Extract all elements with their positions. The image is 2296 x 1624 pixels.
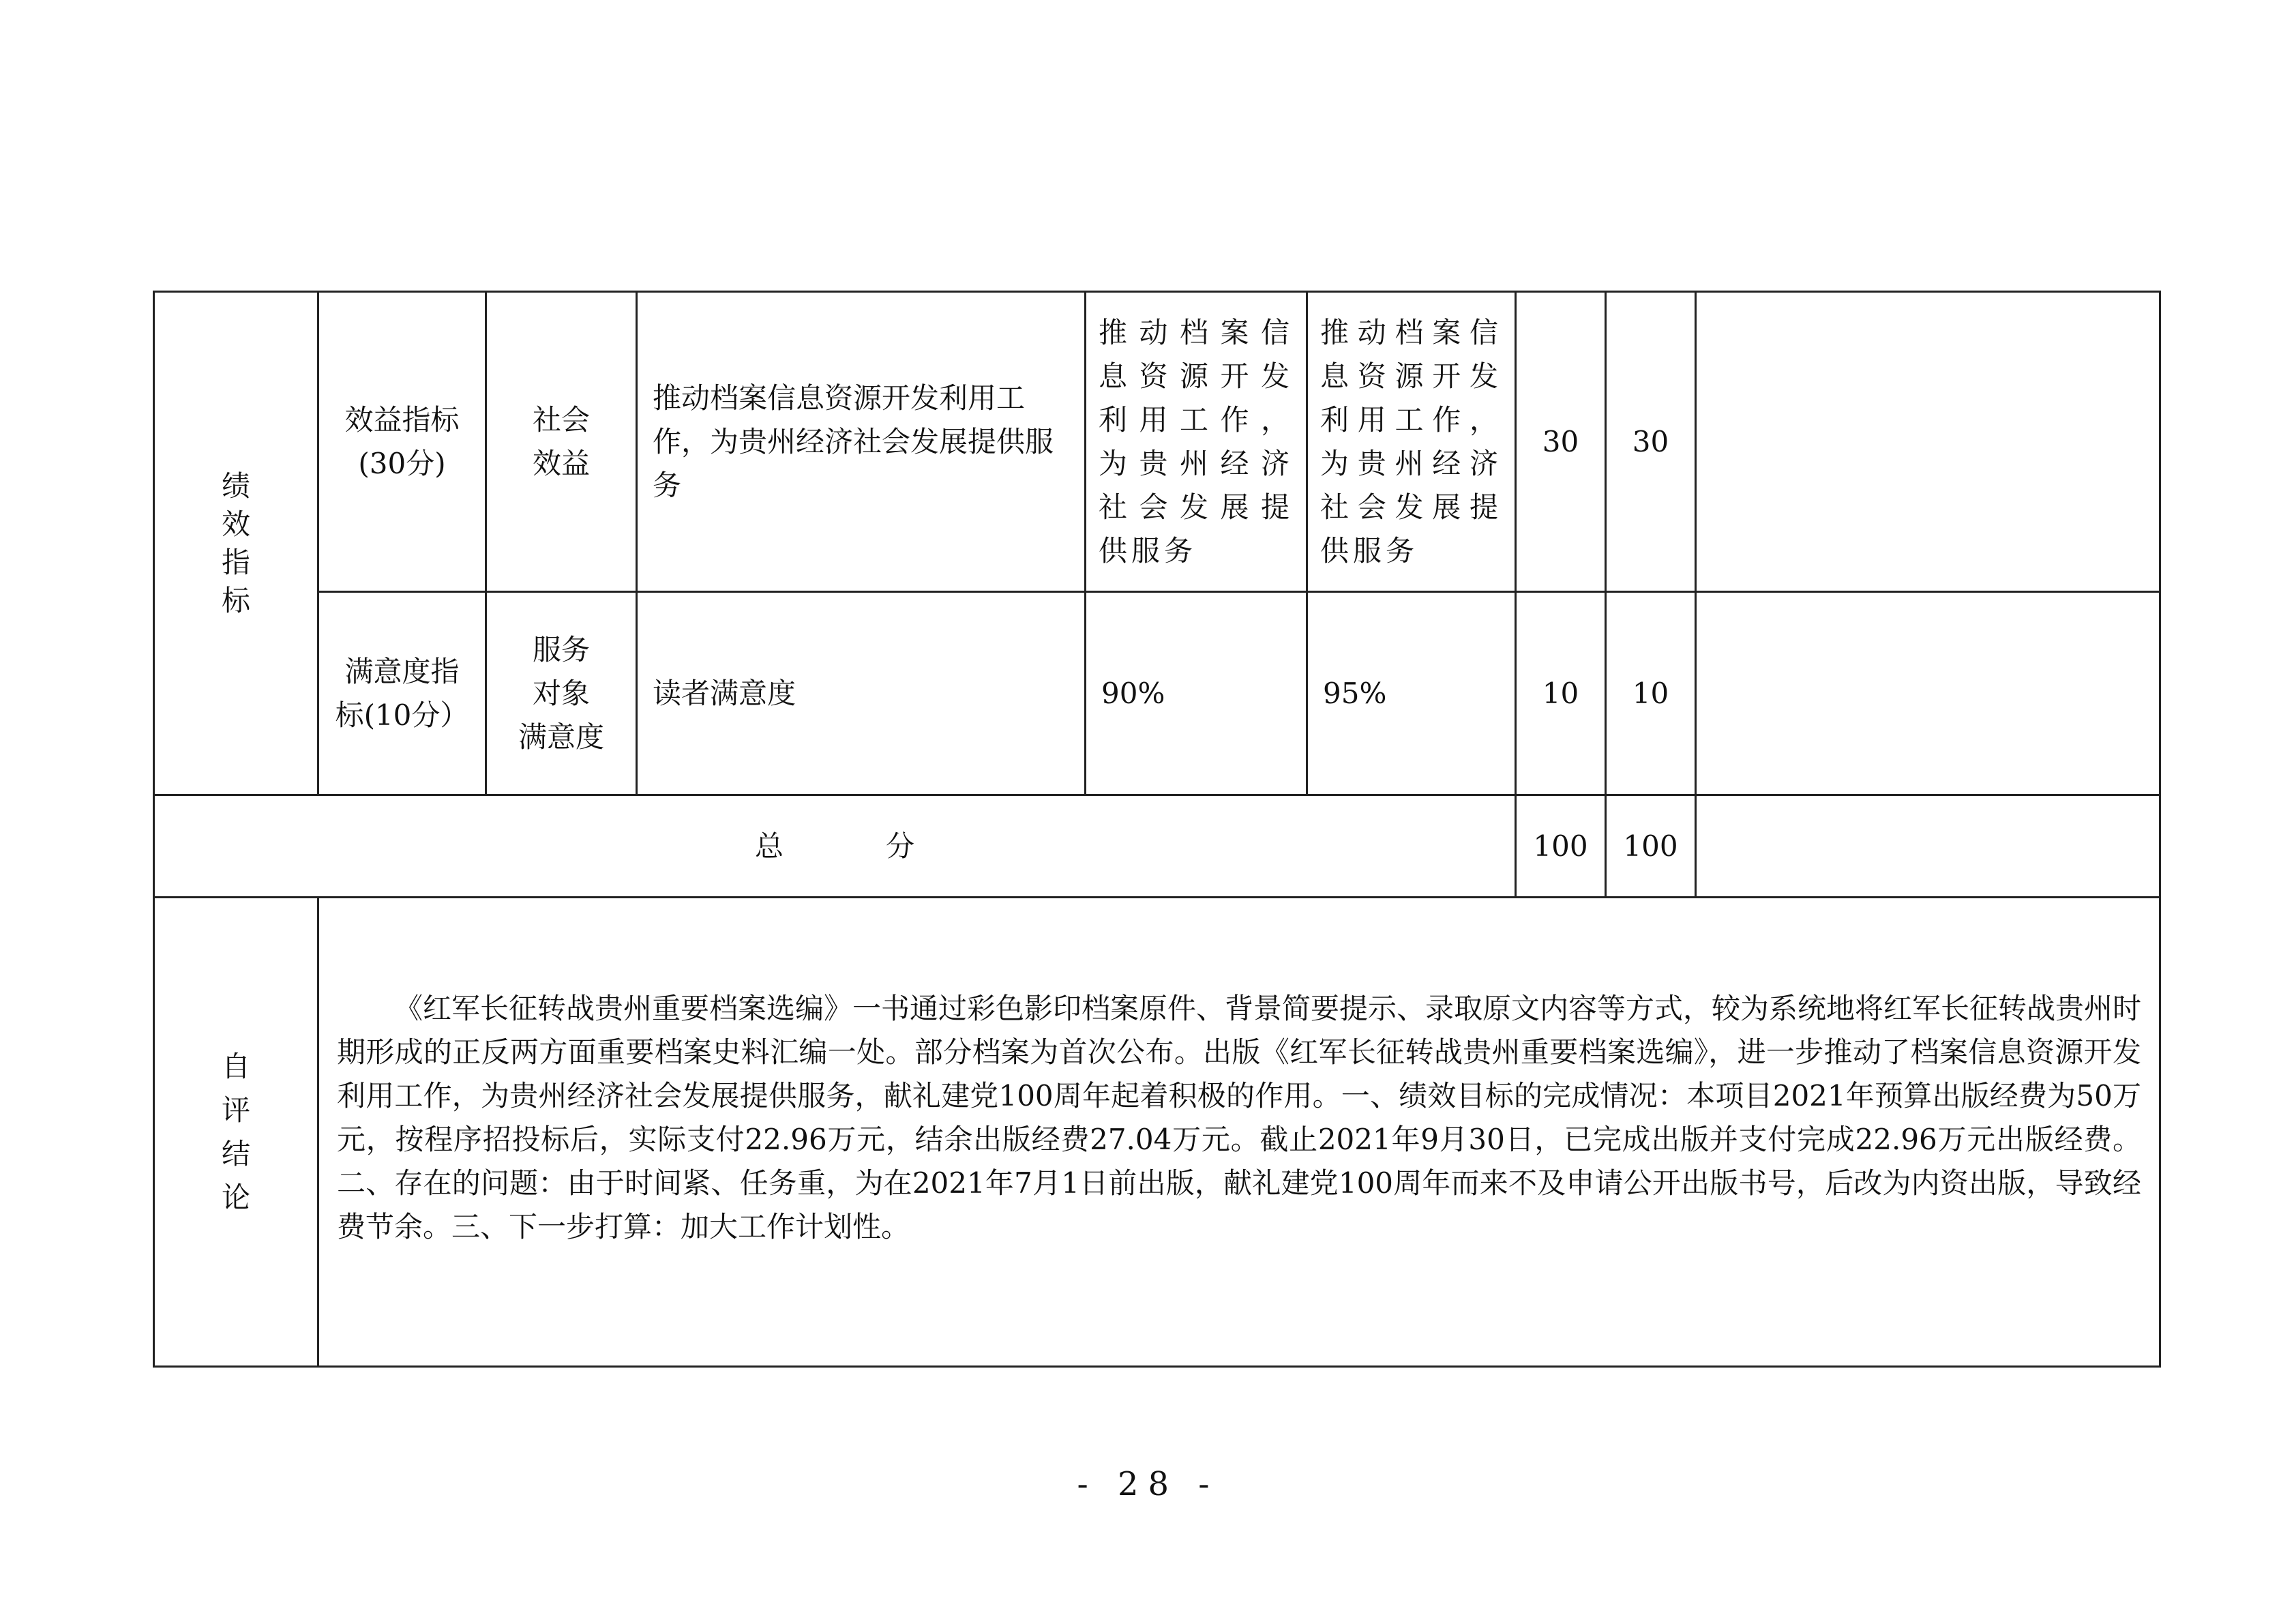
total-label-a: 总: [754, 829, 784, 863]
actual-cell: 95%: [1307, 592, 1516, 795]
total-row: [154, 795, 2160, 898]
section-label-cell: [154, 292, 318, 795]
target-cell: 90%: [1086, 592, 1307, 795]
section-label: 绩效指标: [221, 469, 250, 617]
indicator-cell: 效益指标 (30分): [318, 292, 486, 592]
conclusion-label-cell: [154, 898, 318, 1367]
actual-cell: 推动档案信息资源开发利用工作，为贵州经济社会发展提供服务: [1307, 292, 1516, 592]
total-label-cell: [154, 795, 1516, 898]
total-label-b: 分: [886, 829, 915, 863]
conclusion-text: 《红军长征转战贵州重要档案选编》一书通过彩色影印档案原件、背景简要提示、录取原文内容等方式，较为系统地将红军长征转战贵州时期形成的正反两方面重要档案史料汇编一处。部分档案为首次公布。出版《红军长征转战贵州重要档案选编》，进一步推动了档案信息资源开发利用工作，为贵州经济社会发展提供服务，献礼建党100周年起着积极的作用。一、绩效目标的完成情况：本项目2021年预算出版经费为50万元，按程序招投标后，实际支付22.96万元，结余出版经费27.04万元。截止2021年9月30日，已完成出版并支付完成22.96万元出版经费。二、存在的问题：由于时间紧、任务重，为在2021年7月1日前出版，献礼建党100周年而来不及申请公开出版书号，后改为内资出版，导致经费节余。三、下一步打算：加大工作计划性。: [337, 992, 2142, 1243]
conclusion-cell: [318, 898, 2160, 1367]
total-weight-cell: 100: [1516, 795, 1606, 898]
performance-table: [153, 291, 2161, 1368]
note-cell: [1696, 592, 2160, 795]
score-cell: 30: [1606, 292, 1696, 592]
note-cell: [1696, 292, 2160, 592]
table-row: [154, 292, 2160, 592]
total-note-cell: [1696, 795, 2160, 898]
conclusion-label: 自评结论: [221, 1049, 250, 1214]
content-cell: 推动档案信息资源开发利用工作，为贵州经济社会发展提供服务: [637, 292, 1086, 592]
page-number: - 28 -: [1077, 1465, 1219, 1503]
table-row: [154, 592, 2160, 795]
indicator-cell: 满意度指标(10分）: [318, 592, 486, 795]
weight-cell: 10: [1516, 592, 1606, 795]
score-cell: 10: [1606, 592, 1696, 795]
conclusion-row: [154, 898, 2160, 1367]
weight-cell: 30: [1516, 292, 1606, 592]
sub-indicator-cell: 服务 对象 满意度: [486, 592, 637, 795]
sub-indicator-cell: 社会 效益: [486, 292, 637, 592]
target-cell: 推动档案信息资源开发利用工作，为贵州经济社会发展提供服务: [1086, 292, 1307, 592]
total-score-cell: 100: [1606, 795, 1696, 898]
content-cell: 读者满意度: [637, 592, 1086, 795]
